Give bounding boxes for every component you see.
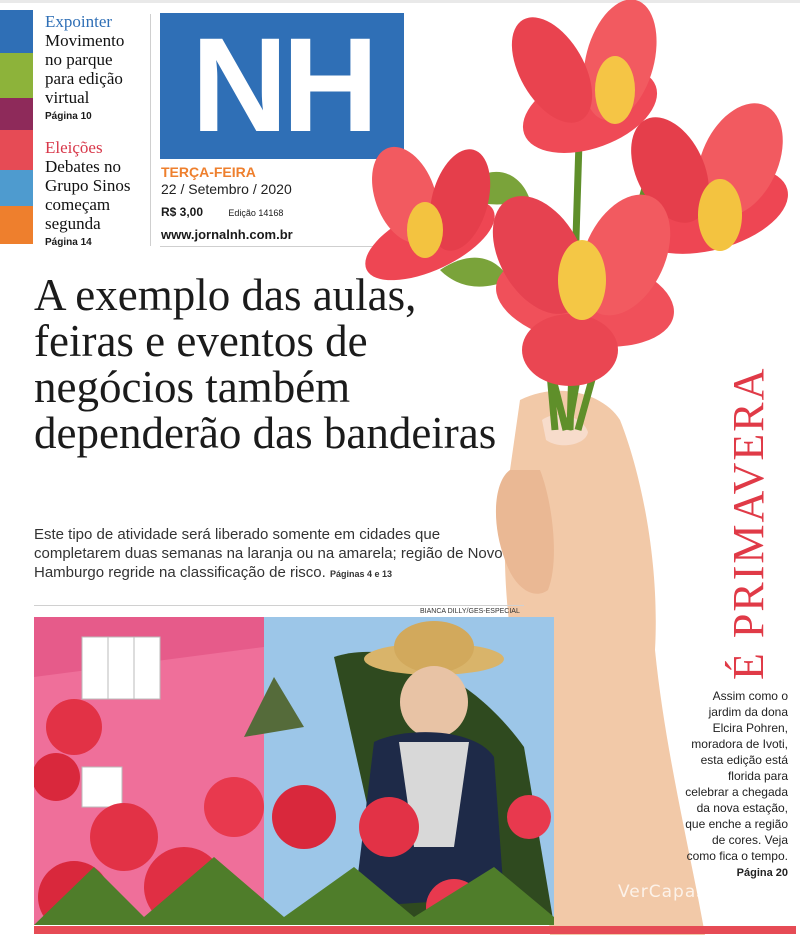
- column-divider: [150, 14, 151, 246]
- color-strip-orange: [0, 206, 33, 244]
- teaser-page: Página 14: [45, 237, 92, 248]
- photo-rule: [34, 605, 524, 606]
- teaser-kicker: Expointer: [45, 12, 113, 31]
- color-strip-purple: [0, 98, 33, 130]
- teaser-expointer[interactable]: [45, 12, 145, 122]
- teaser-text: Debates no Grupo Sinos começam segunda: [45, 157, 131, 233]
- edition-number: Edição 14168: [228, 208, 284, 218]
- weekday: TERÇA-FEIRA: [161, 164, 256, 180]
- color-strip-green: [0, 53, 33, 98]
- subhead-text: Este tipo de atividade será liberado somente em cidades que completarem duas semanas na laranja ou na amarela; região de Novo Hamburgo regride na classificação de risco.: [34, 526, 503, 581]
- watermark: VerCapas.com.br: [618, 882, 779, 902]
- main-headline[interactable]: A exemplo das aulas, feiras e eventos de negócios também dependerão das bandeiras: [34, 270, 497, 458]
- issue-date: 22 / Setembro / 2020: [161, 181, 292, 197]
- color-strip-blue: [0, 10, 33, 53]
- teaser-eleicoes[interactable]: [45, 138, 145, 248]
- photo-credit: BIANCA DILLY/GES-ESPECIAL: [420, 608, 520, 615]
- website-link[interactable]: www.jornalnh.com.br: [161, 227, 293, 242]
- subhead-pages: Páginas 4 e 13: [329, 569, 393, 579]
- teaser-kicker: Eleições: [45, 138, 103, 157]
- lead-subhead: [34, 525, 514, 584]
- color-strip-red: [0, 130, 33, 170]
- nh-logo[interactable]: NH: [160, 13, 404, 159]
- teaser-page: Página 10: [45, 111, 92, 122]
- color-strip-lightblue: [0, 170, 33, 206]
- feature-caption: [683, 688, 788, 881]
- caption-page: Página 20: [736, 867, 788, 879]
- garden-photo[interactable]: [34, 617, 554, 925]
- bottom-bar: [34, 926, 796, 934]
- price: R$ 3,00: [161, 205, 204, 219]
- teaser-text: Movimento no parque para edição virtual: [45, 31, 125, 107]
- caption-text: Assim como o jardim da dona Elcira Pohren, moradora de Ivoti, esta edição está florida para celebrar a chegada da nova estação, que enche a região de cores. Veja como fica o tempo.: [685, 689, 788, 863]
